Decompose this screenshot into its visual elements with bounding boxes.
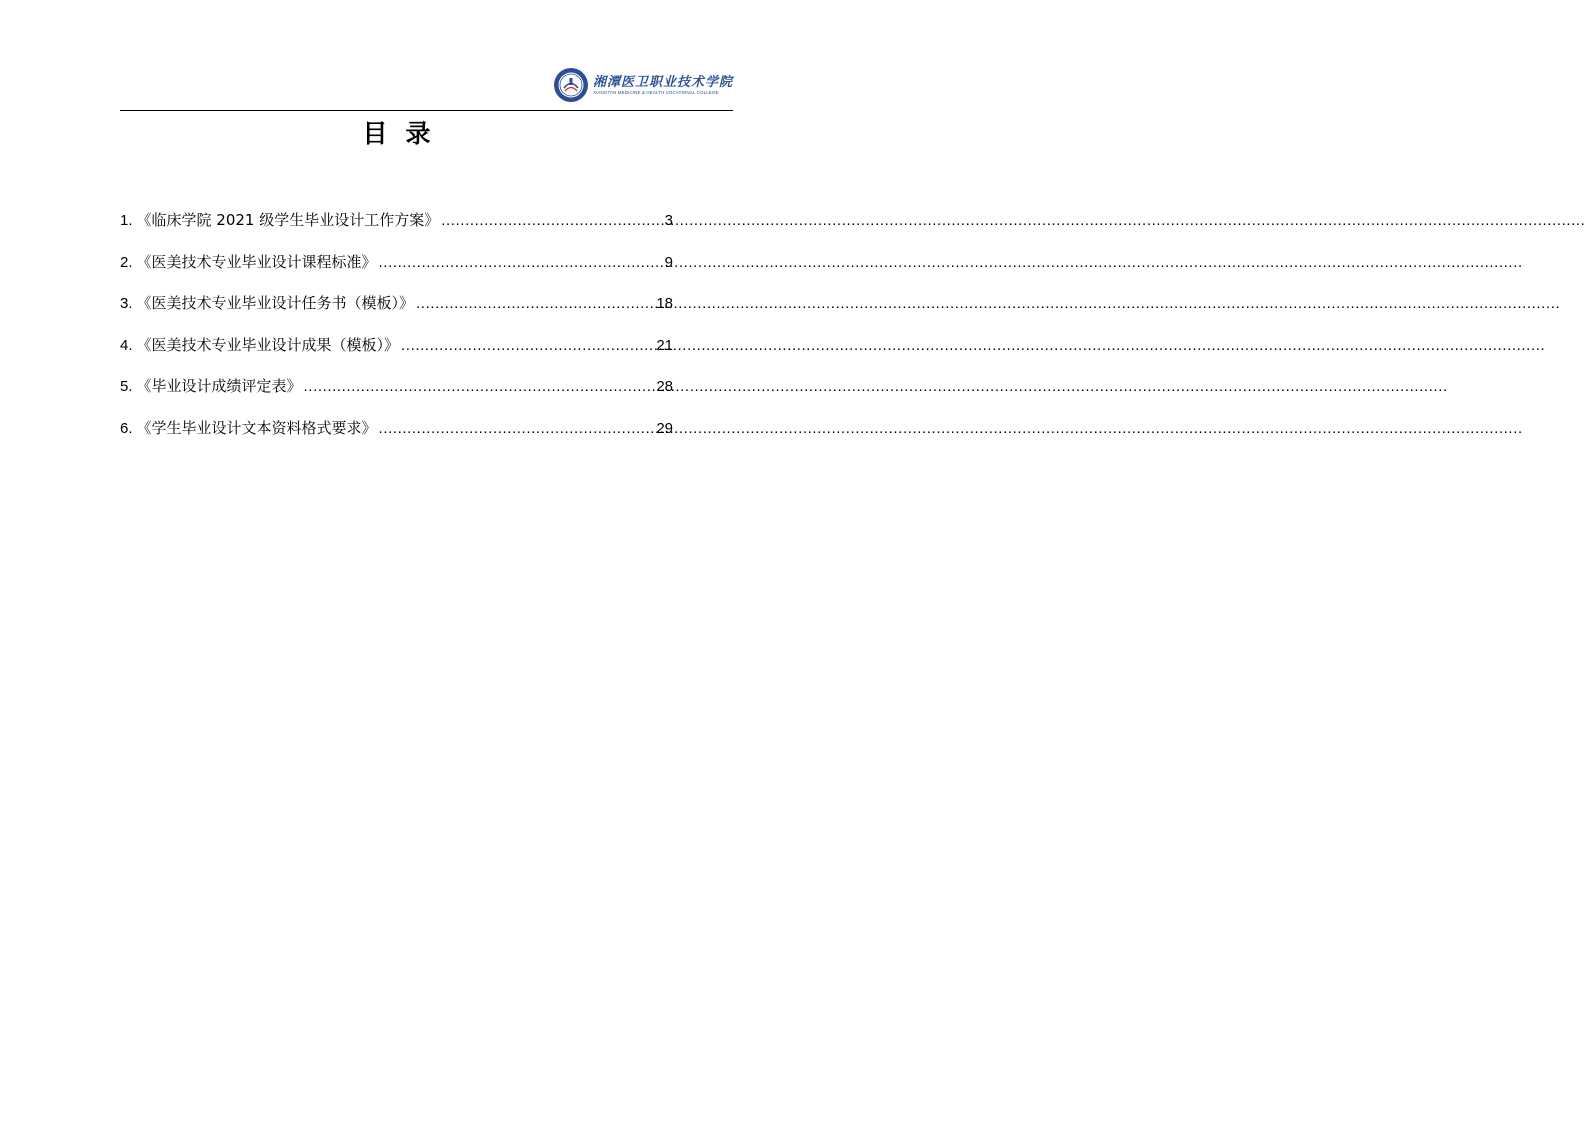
toc-entry-page: 21 [656, 336, 673, 354]
toc-leader-dots [379, 408, 657, 450]
toc-entry-title: 《毕业设计成绩评定表》 [136, 377, 302, 396]
college-name [593, 75, 733, 96]
toc-leader-dots [304, 366, 657, 408]
toc-entry-title: 《医美技术专业毕业设计课程标准》 [136, 252, 377, 271]
toc-entry-page: 18 [656, 295, 673, 313]
toc-entry-title: 《学生毕业设计文本资料格式要求》 [136, 418, 377, 437]
college-name-chinese: 湘潭医卫职业技术学院 [592, 74, 733, 90]
toc-entry-title: 《临床学院 2021 级学生毕业设计工作方案》 [136, 211, 440, 229]
college-name-english: XIANGTAN MEDICINE & HEALTH VOCATIONAL COLLEGE [592, 89, 719, 95]
toc-entry-number: 3. [120, 295, 133, 313]
toc-entry-title: 《医美技术专业毕业设计成果（模板）》 [136, 335, 400, 354]
toc-entry-number: 4. [120, 336, 133, 354]
toc-entry-number: 5. [120, 378, 133, 396]
toc-entry-title: 《医美技术专业毕业设计任务书（模板）》 [136, 294, 415, 313]
header-divider [120, 110, 733, 111]
college-seal-icon [553, 67, 589, 103]
toc-entry[interactable] [120, 366, 673, 408]
toc-entry-page: 9 [664, 253, 673, 271]
toc-entry-number: 2. [120, 253, 133, 271]
page-title: 目录 [362, 119, 449, 148]
table-of-contents [120, 200, 673, 450]
page-header [120, 60, 733, 112]
toc-leader-dots [401, 325, 656, 367]
toc-entry-number: 1. [120, 212, 133, 229]
toc-entry[interactable] [120, 200, 673, 242]
toc-entry-page: 29 [656, 419, 673, 437]
toc-entry-number: 6. [120, 419, 133, 437]
toc-leader-dots [441, 200, 664, 242]
toc-entry-page: 3 [664, 212, 673, 229]
college-logo [553, 66, 733, 104]
toc-entry[interactable] [120, 283, 673, 325]
toc-entry[interactable] [120, 325, 673, 367]
toc-entry-page: 28 [656, 378, 673, 396]
toc-leader-dots [379, 242, 665, 284]
toc-leader-dots [416, 283, 656, 325]
toc-entry[interactable] [120, 242, 673, 284]
toc-entry[interactable] [120, 408, 673, 450]
